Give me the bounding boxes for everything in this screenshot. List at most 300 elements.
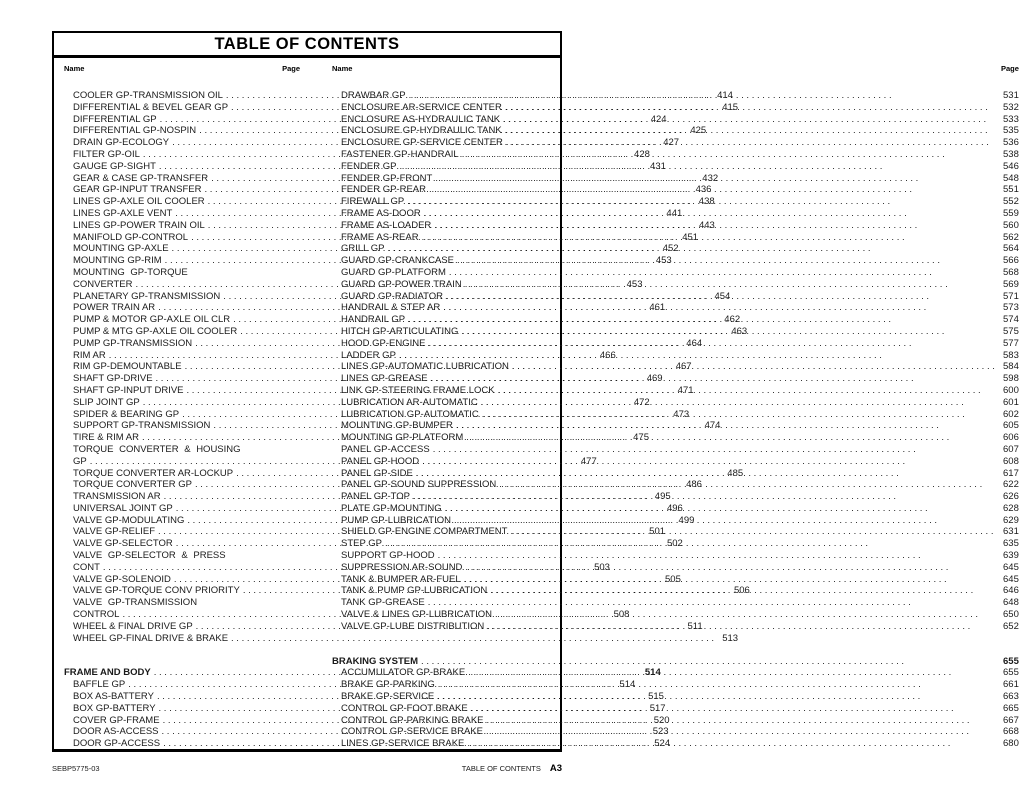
- toc-entry[interactable]: [332, 385, 1019, 397]
- toc-entry[interactable]: [332, 232, 1019, 244]
- page-number: 441: [666, 207, 683, 219]
- entry-label: PUMP & MOTOR GP-AXLE OIL CLR: [73, 314, 231, 326]
- dot-leader: [385, 538, 995, 550]
- page-number: 598: [1003, 373, 1019, 385]
- page-number: 523: [652, 726, 669, 738]
- page-number: 648: [1003, 597, 1019, 609]
- page-column-header: Page: [1000, 64, 1019, 73]
- dot-leader: [468, 667, 995, 679]
- entry-label: MOUNTING GP-BUMPER: [341, 420, 453, 432]
- toc-entry[interactable]: [332, 562, 1019, 574]
- entry-label: HANDRAIL GP: [341, 314, 406, 326]
- dot-leader: [422, 456, 995, 468]
- page-number: 606: [1003, 432, 1019, 444]
- dot-leader: [466, 432, 995, 444]
- page-column-header: Page: [282, 64, 300, 73]
- page-number: 499: [678, 514, 695, 526]
- document-number: SEBP5775-03: [52, 764, 100, 773]
- page-number: 566: [1003, 255, 1019, 267]
- toc-entry[interactable]: [332, 184, 1019, 196]
- toc-section-header[interactable]: [332, 656, 1019, 668]
- entry-label-wrap: TORQUE CONVERTER & HOUSING: [73, 443, 241, 455]
- toc-entry[interactable]: [332, 137, 1019, 149]
- page-number: 511: [687, 620, 703, 632]
- entry-label: DOOR AS-ACCESS: [73, 726, 159, 738]
- entry-label: COOLER GP-TRANSMISSION OIL: [73, 90, 223, 101]
- toc-entry[interactable]: [332, 738, 1019, 750]
- page-number: 575: [1003, 325, 1019, 337]
- toc-entry[interactable]: [332, 90, 1019, 102]
- toc-entry[interactable]: [332, 703, 1019, 715]
- page-number: 583: [1003, 349, 1019, 361]
- page-number: 680: [1003, 738, 1019, 750]
- page-number: 607: [1003, 443, 1019, 455]
- entry-label: SUPPORT GP-TRANSMISSION: [73, 420, 211, 432]
- toc-entry[interactable]: [332, 314, 1019, 326]
- page-number: 503: [594, 561, 610, 573]
- page-number: 602: [1003, 408, 1019, 420]
- page-number: 475: [633, 432, 649, 444]
- page-number: 415: [722, 101, 739, 113]
- page-number: 568: [1003, 266, 1019, 278]
- toc-entry[interactable]: [332, 125, 1019, 137]
- dot-leader: [495, 609, 995, 621]
- page-number: 461: [649, 302, 666, 314]
- page-number: 559: [1003, 207, 1019, 219]
- entry-label: BRAKE GP-SERVICE: [341, 691, 435, 703]
- page-number: 466: [599, 349, 616, 361]
- page-number: 562: [1003, 231, 1019, 243]
- dot-leader: [445, 503, 995, 515]
- toc-entry[interactable]: [332, 585, 1019, 597]
- entry-label: PLATE GP-MOUNTING: [341, 502, 442, 514]
- entry-label: DIFFERENTIAL GP: [73, 113, 157, 125]
- toc-entry[interactable]: [332, 149, 1019, 161]
- page-number: 436: [695, 184, 712, 196]
- page-number: 605: [1003, 420, 1019, 432]
- entry-label: CONTROL GP-PARKING BRAKE: [341, 714, 484, 726]
- entry-label: VALVE GP-RELIEF: [73, 526, 156, 538]
- title-bar: [54, 33, 560, 58]
- entry-label: DOOR GP-ACCESS: [73, 738, 161, 750]
- toc-entry[interactable]: [332, 291, 1019, 303]
- entry-label: LADDER GP: [341, 349, 396, 361]
- entry-label: HANDRAIL & STEP AR: [341, 302, 441, 314]
- page-number: 551: [1003, 184, 1019, 196]
- page-number: 569: [1003, 278, 1019, 290]
- dot-leader: [465, 279, 995, 291]
- entry-label: CONVERTER: [73, 278, 133, 290]
- entry-label: GUARD GP-CRANKCASE: [341, 255, 454, 267]
- page-footer: [52, 763, 562, 774]
- entry-label: TANK & PUMP GP-LUBRICATION: [341, 585, 488, 597]
- dot-leader: [438, 679, 995, 691]
- toc-content: [54, 58, 1019, 750]
- page-number: 453: [626, 278, 643, 290]
- page-number: 571: [1003, 290, 1019, 302]
- page-number: 639: [1003, 550, 1019, 562]
- page-number: 443: [698, 219, 715, 231]
- page-number: 665: [1003, 702, 1019, 714]
- dot-leader: [457, 255, 995, 267]
- page-number: 506: [733, 585, 750, 597]
- page-number: 650: [1003, 609, 1019, 621]
- page-number: 608: [1003, 455, 1019, 467]
- page-number: 538: [1003, 148, 1019, 160]
- entry-label: PUMP & MTG GP-AXLE OIL COOLER: [73, 325, 238, 337]
- dot-leader: [487, 621, 995, 633]
- page-number: 661: [1003, 679, 1019, 691]
- dot-leader: [510, 526, 994, 538]
- entry-label: SHIELD GP-ENGINE COMPARTMENT: [341, 526, 508, 538]
- entry-label: PLANETARY GP-TRANSMISSION: [73, 290, 221, 302]
- entry-label: FRAME AS-REAR: [341, 231, 419, 243]
- entry-label: GEAR GP-INPUT TRANSFER: [73, 184, 202, 196]
- entry-label: GUARD GP-PLATFORM: [341, 266, 446, 278]
- entry-label: ACCUMULATOR GP-BRAKE: [341, 667, 466, 679]
- toc-entry[interactable]: [332, 574, 1019, 586]
- entry-label: COVER GP-FRAME: [73, 714, 160, 726]
- toc-entry[interactable]: [332, 208, 1019, 220]
- dot-leader: [456, 420, 995, 432]
- page-number: 469: [646, 373, 663, 385]
- toc-entry[interactable]: [332, 279, 1019, 291]
- entry-label: LINES GP-AXLE OIL COOLER: [73, 196, 205, 208]
- dot-leader: [482, 409, 995, 421]
- page-number: 524: [654, 738, 671, 750]
- entry-label: BOX GP-BATTERY: [73, 702, 156, 714]
- page-number: 474: [704, 420, 721, 432]
- entry-label: PANEL GP-ACCESS: [341, 443, 430, 455]
- page-number: 514: [619, 679, 636, 691]
- entry-label: LINES GP-SERVICE BRAKE: [341, 738, 465, 750]
- footer-section-label: TABLE OF CONTENTS: [461, 764, 541, 773]
- toc-rows-right: [332, 90, 1019, 750]
- toc-entry[interactable]: [332, 397, 1019, 409]
- entry-label: FASTENER GP-HANDRAIL: [341, 148, 459, 160]
- entry-label: GAUGE GP-SIGHT: [73, 160, 156, 172]
- page-number: 508: [613, 609, 630, 621]
- toc-entry[interactable]: [332, 220, 1019, 232]
- page-number: 496: [666, 502, 683, 514]
- toc-entry[interactable]: [332, 491, 1019, 503]
- page-number: 574: [1003, 314, 1019, 326]
- entry-label: CONTROL GP-FOOT BRAKE: [341, 702, 468, 714]
- page-number: 645: [1003, 561, 1019, 573]
- toc-entry[interactable]: [332, 715, 1019, 727]
- dot-leader: [443, 302, 995, 314]
- entry-label: DIFFERENTIAL & BEVEL GEAR GP: [73, 101, 229, 113]
- entry-label: SUPPORT GP-HOOD: [341, 550, 435, 562]
- footer-page-number: A3: [549, 763, 562, 774]
- toc-entry[interactable]: [332, 420, 1019, 432]
- page-number: 425: [690, 125, 707, 137]
- page-number: 617: [1003, 467, 1019, 479]
- entry-label: FENDER GP-FRONT: [341, 172, 433, 184]
- page-number: 473: [673, 408, 690, 420]
- page-number: 601: [1003, 396, 1019, 408]
- entry-label: GP: [73, 455, 87, 467]
- page-number: 485: [727, 467, 744, 479]
- page-number: 451: [682, 231, 699, 243]
- entry-label: LINES GP-POWER TRAIN OIL: [73, 219, 205, 231]
- dot-leader: [446, 291, 995, 303]
- name-column-header: Name: [64, 64, 85, 73]
- dot-leader: [408, 314, 995, 326]
- toc-entry[interactable]: [332, 609, 1019, 621]
- entry-label: LINES GP-GREASE: [341, 373, 428, 385]
- entry-label: WHEEL GP-FINAL DRIVE & BRAKE: [73, 632, 229, 644]
- page-number: 584: [1003, 361, 1019, 373]
- entry-label: SHAFT GP-INPUT DRIVE: [73, 384, 184, 396]
- dot-leader: [409, 90, 995, 102]
- entry-label-wrap: VALVE GP-SELECTOR & PRESS: [73, 550, 226, 562]
- dot-leader: [416, 468, 995, 480]
- dot-leader: [486, 726, 995, 738]
- toc-entry[interactable]: [332, 373, 1019, 385]
- page-number: 626: [1003, 491, 1019, 503]
- entry-label: FRAME AS-DOOR: [341, 207, 421, 219]
- dot-leader: [434, 220, 995, 232]
- dot-leader: [435, 173, 995, 185]
- dot-leader: [422, 232, 995, 244]
- toc-entry[interactable]: [332, 597, 1019, 609]
- entry-label: FILTER GP-OIL: [73, 148, 140, 160]
- toc-entry[interactable]: [332, 409, 1019, 421]
- entry-label: VALVE GP-MODULATING: [73, 514, 185, 526]
- page-number: 424: [650, 113, 667, 125]
- page-number: 645: [1003, 573, 1019, 585]
- entry-label: VALVE & LINES GP-LUBRICATION: [341, 609, 492, 621]
- toc-entry[interactable]: [332, 196, 1019, 208]
- dot-leader: [437, 691, 995, 703]
- toc-entry[interactable]: [332, 161, 1019, 173]
- entry-label: MOUNTING GP-RIM: [73, 255, 162, 267]
- dot-leader: [438, 550, 995, 562]
- page-number: 536: [1003, 137, 1019, 149]
- page-number: 629: [1003, 514, 1019, 526]
- entry-label: HITCH GP-ARTICULATING: [341, 325, 459, 337]
- toc-entry[interactable]: [332, 515, 1019, 527]
- dot-leader: [481, 397, 995, 409]
- toc-entry[interactable]: [332, 255, 1019, 267]
- entry-label: TANK & BUMPER AR-FUEL: [341, 573, 461, 585]
- entry-label: POWER TRAIN AR: [73, 302, 156, 314]
- entry-label: ENCLOSURE GP-HYDRAULIC TANK: [341, 125, 502, 137]
- dot-leader: [503, 114, 995, 126]
- entry-label: FRAME AS-LOADER: [341, 219, 432, 231]
- column-header-row: [64, 64, 300, 73]
- page-number: 646: [1003, 585, 1019, 597]
- dot-leader: [433, 444, 995, 456]
- toc-entry[interactable]: [332, 456, 1019, 468]
- entry-label: ENCLOSURE GP-SERVICE CENTER: [341, 137, 503, 149]
- toc-entry[interactable]: [332, 361, 1019, 373]
- entry-label: BRAKING SYSTEM: [332, 655, 419, 667]
- entry-label-wrap: MOUNTING GP-TORQUE: [73, 266, 188, 278]
- entry-label: LUBRICATION GP-AUTOMATIC: [341, 408, 479, 420]
- toc-entry[interactable]: [332, 538, 1019, 550]
- entry-label-wrap: VALVE GP-TRANSMISSION: [73, 597, 198, 609]
- entry-label: LUBRICATION AR-AUTOMATIC: [341, 396, 478, 408]
- entry-label: MANIFOLD GP-CONTROL: [73, 231, 189, 243]
- entry-label: SHAFT GP-DRIVE: [73, 373, 153, 385]
- dot-leader: [505, 125, 995, 137]
- toc-entry[interactable]: [332, 621, 1019, 633]
- toc-entry[interactable]: [332, 243, 1019, 255]
- entry-label: GEAR & CASE GP-TRANSFER: [73, 172, 209, 184]
- page-number: 552: [1003, 196, 1019, 208]
- name-column-header: Name: [332, 64, 353, 73]
- toc-entry[interactable]: [332, 302, 1019, 314]
- page-number: 573: [1003, 302, 1019, 314]
- entry-label: CONT: [73, 561, 100, 573]
- entry-label: PANEL GP-HOOD: [341, 455, 420, 467]
- page-number: 452: [662, 243, 679, 255]
- dot-leader: [467, 738, 995, 750]
- toc-entry[interactable]: [332, 338, 1019, 350]
- column-header-row: [332, 64, 1019, 73]
- entry-label: FENDER GP-REAR: [341, 184, 426, 196]
- entry-label: HOOD GP-ENGINE: [341, 337, 426, 349]
- page-number: 564: [1003, 243, 1019, 255]
- dot-leader: [512, 361, 995, 373]
- page-number: 486: [686, 479, 702, 491]
- dot-leader: [387, 243, 994, 255]
- page-number: 533: [1003, 113, 1019, 125]
- toc-entry[interactable]: [332, 667, 1019, 679]
- toc-entry[interactable]: [332, 114, 1019, 126]
- page-number: 467: [675, 361, 692, 373]
- dot-leader: [454, 515, 995, 527]
- toc-entry[interactable]: [64, 632, 739, 645]
- page-number: 631: [1003, 526, 1019, 538]
- entry-label: DRAWBAR GP: [341, 90, 406, 101]
- toc-entry[interactable]: [332, 444, 1019, 456]
- page-number: 505: [665, 573, 681, 585]
- entry-label: FRAME AND BODY: [64, 667, 151, 679]
- toc-entry[interactable]: [332, 479, 1019, 491]
- entry-label: BOX AS-BATTERY: [73, 691, 154, 703]
- page-number: 600: [1003, 384, 1019, 396]
- entry-label: SUPPRESSION AR-SOUND: [341, 561, 463, 573]
- toc-entry[interactable]: [332, 691, 1019, 703]
- entry-label: PANEL GP-TOP: [341, 491, 410, 503]
- dot-leader: [505, 102, 995, 114]
- page-number: 513: [722, 632, 739, 644]
- entry-label: TORQUE CONVERTER GP: [73, 479, 192, 491]
- page-number: 502: [666, 538, 683, 550]
- entry-label: TRANSMISSION AR: [73, 491, 161, 503]
- entry-label: SLIP JOINT GP: [73, 396, 140, 408]
- entry-label: SPIDER & BEARING GP: [73, 408, 180, 420]
- page-number: 471: [677, 384, 694, 396]
- dot-leader: [499, 479, 995, 491]
- page-number: 546: [1003, 160, 1019, 172]
- page-number: 477: [580, 455, 597, 467]
- toc-entry[interactable]: [332, 550, 1019, 562]
- dot-leader: [413, 491, 995, 503]
- entry-label: LINES GP-AUTOMATIC LUBRICATION: [341, 361, 509, 373]
- dot-leader: [424, 208, 995, 220]
- page-number: 577: [1003, 337, 1019, 349]
- dot-leader: [498, 385, 995, 397]
- page-number: 515: [648, 691, 664, 703]
- toc-entry[interactable]: [332, 679, 1019, 691]
- page-number: 548: [1003, 172, 1019, 184]
- page-number: 668: [1003, 726, 1019, 738]
- dot-leader: [449, 267, 995, 279]
- dot-leader: [464, 574, 995, 586]
- toc-entry[interactable]: [332, 173, 1019, 185]
- toc-entry[interactable]: [332, 468, 1019, 480]
- entry-label: DRAIN GP-ECOLOGY: [73, 137, 170, 149]
- toc-entry[interactable]: [332, 350, 1019, 362]
- page-number: 532: [1003, 101, 1019, 113]
- dot-leader: [462, 149, 995, 161]
- dot-leader: [431, 373, 995, 385]
- dot-leader: [429, 184, 995, 196]
- page-number: 517: [649, 702, 666, 714]
- toc-entry[interactable]: [332, 503, 1019, 515]
- page-number: 428: [634, 148, 650, 160]
- dot-leader: [487, 715, 995, 727]
- entry-label: GRILL GP: [341, 243, 385, 255]
- page-number: 655: [1003, 655, 1019, 667]
- entry-label: VALVE GP-LUBE DISTRIBUTION: [341, 620, 485, 632]
- entry-label: GUARD GP-POWER TRAIN: [341, 278, 462, 290]
- entry-label: ENCLOSURE AS-HYDRAULIC TANK: [341, 113, 501, 125]
- toc-entry[interactable]: [332, 102, 1019, 114]
- entry-label: PUMP GP-TRANSMISSION: [73, 337, 193, 349]
- entry-label: PANEL GP-SIDE: [341, 467, 413, 479]
- entry-label: TIRE & RIM AR: [73, 432, 139, 444]
- entry-label: GUARD GP-RADIATOR: [341, 290, 444, 302]
- entry-label: TANK GP-GREASE: [341, 597, 425, 609]
- page-number: 560: [1003, 219, 1019, 231]
- dot-leader: [465, 562, 994, 574]
- page-number: 628: [1003, 502, 1019, 514]
- dot-leader: [399, 161, 994, 173]
- page-number: 453: [655, 255, 672, 267]
- page-number: 472: [633, 396, 650, 408]
- toc-entry[interactable]: [332, 726, 1019, 738]
- toc-entry[interactable]: [332, 326, 1019, 338]
- page-number: 667: [1003, 714, 1019, 726]
- entry-label: ENCLOSURE AR-SERVICE CENTER: [341, 101, 502, 113]
- entry-label: STEP GP: [341, 538, 383, 550]
- toc-entry[interactable]: [332, 526, 1019, 538]
- entry-label: VALVE GP-TORQUE CONV PRIORITY: [73, 585, 240, 597]
- dot-leader: [490, 585, 995, 597]
- entry-label: UNIVERSAL JOINT GP: [73, 502, 173, 514]
- entry-label: BRAKE GP-PARKING: [341, 679, 435, 691]
- entry-label: VALVE GP-SOLENOID: [73, 573, 171, 585]
- page-number: 438: [698, 196, 715, 208]
- page-number: 431: [650, 160, 666, 172]
- page-number: 652: [1003, 620, 1019, 632]
- toc-entry[interactable]: [332, 432, 1019, 444]
- toc-group: [332, 656, 1019, 750]
- page-number: 462: [724, 314, 741, 326]
- entry-label: WHEEL & FINAL DRIVE GP: [73, 620, 193, 632]
- entry-label: BAFFLE GP: [73, 679, 126, 691]
- entry-label: PUMP GP-LUBRICATION: [341, 514, 451, 526]
- page-number: 663: [1003, 691, 1019, 703]
- toc-entry[interactable]: [332, 267, 1019, 279]
- page-number: 535: [1003, 125, 1019, 137]
- toc-group: [332, 90, 1019, 633]
